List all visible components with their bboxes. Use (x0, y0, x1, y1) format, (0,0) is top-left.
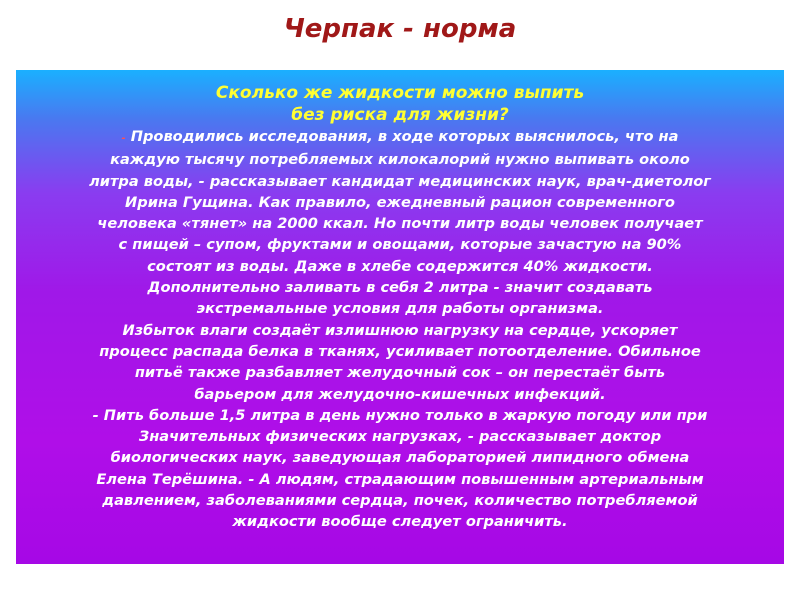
heading (16, 82, 784, 126)
heading-line: без риска для жизни? (291, 105, 509, 125)
text-line: Значительных физических нагрузках, - рассказывает доктор (138, 428, 662, 446)
text-line: - Проводились исследования, в ходе которых выяснилось, что на (121, 128, 679, 145)
text-line: биологических наук, заведующая лабораторией липидного обмена (110, 449, 690, 467)
text-line: жидкости вообще следует ограничить. (232, 513, 568, 531)
text-line: барьером для желудочно-кишечных инфекций. (194, 385, 606, 403)
text-line: - Пить больше 1,5 литра в день нужно только в жаркую погоду или при (92, 406, 708, 424)
text-line: человека «тянет» на 2000 ккал. Но почти литр воды человек получает (97, 215, 703, 233)
text-line: питьё также разбавляет желудочный сок – он перестаёт быть (134, 364, 666, 382)
slide-title: Черпак - норма (283, 14, 517, 44)
content-panel (16, 70, 784, 564)
text-line: Избыток влаги создаёт излишнюю нагрузку на сердце, ускоряет (122, 321, 678, 339)
text-line: давлением, заболеваниями сердца, почек, количество потребляемой (102, 492, 698, 510)
text-line: Елена Терёшина. - А людям, страдающим повышенным артериальным (96, 470, 704, 488)
text-line: Дополнительно заливать в себя 2 литра - значит создавать (147, 279, 653, 297)
heading-line: Сколько же жидкости можно выпить (215, 83, 585, 103)
text-line: экстремальные условия для работы организма. (196, 300, 604, 318)
lead-dash: - (121, 133, 126, 144)
text-line: Ирина Гущина. Как правило, ежедневный рацион современного (125, 193, 675, 211)
text-line: с пищей – супом, фруктами и овощами, которые зачастую на 90% (118, 236, 682, 254)
text-line: каждую тысячу потребляемых килокалорий нужно выпивать около (110, 151, 690, 169)
text-line: процесс распада белка в тканях, усиливает потоотделение. Обильное (99, 342, 701, 360)
article-text (16, 126, 784, 533)
text-line: литра воды, - рассказывает кандидат медицинских наук, врач-диетолог (89, 172, 711, 190)
text-line: состоят из воды. Даже в хлебе содержится 40% жидкости. (147, 257, 653, 275)
